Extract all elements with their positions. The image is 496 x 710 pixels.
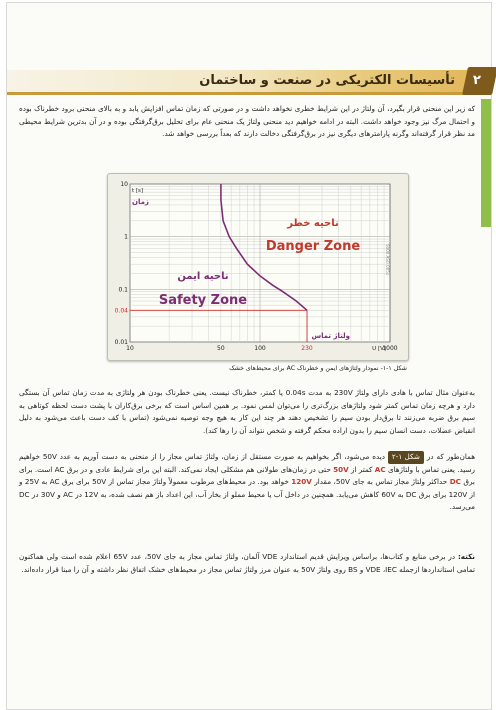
y-tick-label: 1 bbox=[124, 233, 128, 241]
figure-frame bbox=[107, 173, 409, 361]
x-tick-label: 50 bbox=[217, 345, 225, 352]
note-text: در برخی منابع و کتاب‌ها، براساس ویرایش قدیم استاندارد VDE آلمان، ولتاژ تماس مجاز به جای 50V، عدد 65V اعلام شده است ولی هماکنون تمامی استانداردها ازجمله VDE ،IEC و BS روی ولتاژ 50V به عنوان مرز ولتاژ تماس مجاز در محیط‌های خشک اتفاق نظر داشته و آن را مبنا قرار داده‌اند. bbox=[19, 552, 475, 574]
x-tick-label: 1000 bbox=[382, 345, 398, 352]
p3-dc: DC bbox=[449, 477, 461, 487]
x-tick-label: 230 bbox=[301, 345, 313, 352]
y-tick-label: 0.01 bbox=[114, 339, 128, 346]
p3-part-c: حتی در زمان‌های طولانی هم مشکلی ایجاد نمی‌کند. البته این برای شرایط عادی و در برق AC است. برای برق bbox=[19, 464, 475, 487]
p3-part-d: حداکثر ولتاژ مجاز تماس به جای 50V، مقدار bbox=[314, 477, 448, 487]
safety-voltage-chart bbox=[108, 174, 408, 360]
danger-zone-label: Danger Zone bbox=[265, 239, 361, 254]
figure-caption: شکل ۱-۱- نمودار ولتاژهای ایمن و خطرناک AC برای محیط‌های خشک bbox=[229, 365, 407, 372]
paragraph-example: به‌عنوان مثال تماس با هادی دارای ولتاژ 230V به مدت 0.04s یا کمتر، خطرناک نیست. یعنی خطرناک بودن هر ولتاژی به مدت زمان تماس آن بستگی دارد و هرچه زمان تماس کمتر شود ولتاژهای بزرگ‌تری را می‌توان لمس نمود. بر همین اساس است که برخی برق‌کاران با پشت دست لحظه کوتاهی به سیم برق ضربه می‌زنند تا برق‌دار بودن سیم را تشخیص دهند هر چند این کار به هیچ وجه توصیه نمی‌شود (تماس با کف دست باعث می‌شود به دلیل انقباض عضلات، دست انسان سیم را بدون اراده محکم گرفته و شخص نتواند آن را رها کند). bbox=[19, 388, 475, 435]
y-unit-label: t [s] bbox=[132, 188, 144, 194]
chapter-title: تأسیسات الکتریکی در صنعت و ساختمان bbox=[199, 73, 455, 88]
y-tick-label: 0.04 bbox=[114, 307, 128, 315]
paragraph-note bbox=[19, 551, 475, 576]
safety-zone-fa-label: ناحیه ایمن bbox=[177, 271, 229, 282]
danger-zone-fa-label: ناحیه خطر bbox=[287, 218, 339, 229]
safety-zone-label: Safety Zone bbox=[158, 293, 248, 308]
p3-part-e: خواهد بود. در محیط‌های مرطوب معمولاً ولتاژ مجاز تماس از 50V برای برق AC به 25V و از 120V برای برق DC به 60V کاهش می‌یابد. همچنین در داخل آب یا محیط مملو از بخار آب، این اعداد باز هم نصف شده، به 12V در AC و 30V در DC می‌رسد. bbox=[19, 477, 475, 512]
p3-part-a: دیده می‌شود، اگر بخواهیم به صورت مستقل از زمان، ولتاژ تماس مجاز را از منحنی به دست آوریم به عدد 50V خواهیم رسید. یعنی تماس با ولتاژهای bbox=[19, 452, 475, 474]
y-tick-label: 10 bbox=[120, 181, 128, 188]
book-page bbox=[6, 2, 492, 710]
chapter-banner-underline bbox=[7, 92, 491, 95]
figure-stamp: 5000 ASO 0051 bbox=[385, 244, 390, 276]
p3-ac: AC bbox=[374, 464, 386, 474]
figure-reference-chip: شکل ۱-۲ bbox=[388, 451, 424, 464]
p3-120v: 120V bbox=[291, 477, 312, 487]
paragraph-intro: که زیر این منحنی قرار بگیرد، آن ولتاژ در این شرایط خطری نخواهد داشت و در صورتی که زمان تماس افزایش یابد و به بالای منحنی برود خطرناک بوده و احتمال مرگ نیز وجود خواهد داشت. البته در ادامه خواهیم دید منحنی ولتاژ یک منحنی عام برای تحلیل برق‌گرفتگی بوده و در آن بدترین شرایط محیطی مد نظر قرار گرفته‌اند وگرنه پارامترهای دیگری نیز در برق‌گرفتگی دخالت دارند که بعداً بررسی خواهد شد. bbox=[19, 104, 475, 139]
x-axis-title: ولتاژ تماس bbox=[311, 332, 350, 340]
y-axis-title: زمان bbox=[132, 198, 149, 206]
p3-before-chip: همان‌طور که در bbox=[426, 452, 475, 461]
p3-50v: 50V bbox=[333, 464, 349, 474]
note-label: نکته: bbox=[457, 552, 475, 561]
y-tick-label: 0.1 bbox=[118, 286, 128, 294]
side-tab-strip bbox=[481, 99, 491, 227]
p3-part-b: کمتر از bbox=[350, 464, 373, 474]
x-tick-label: 10 bbox=[126, 345, 134, 352]
x-tick-label: 100 bbox=[254, 345, 266, 352]
chapter-number: ۲ bbox=[473, 73, 481, 88]
paragraph-limits bbox=[19, 451, 475, 514]
x-unit-label: U [V] bbox=[372, 346, 386, 352]
